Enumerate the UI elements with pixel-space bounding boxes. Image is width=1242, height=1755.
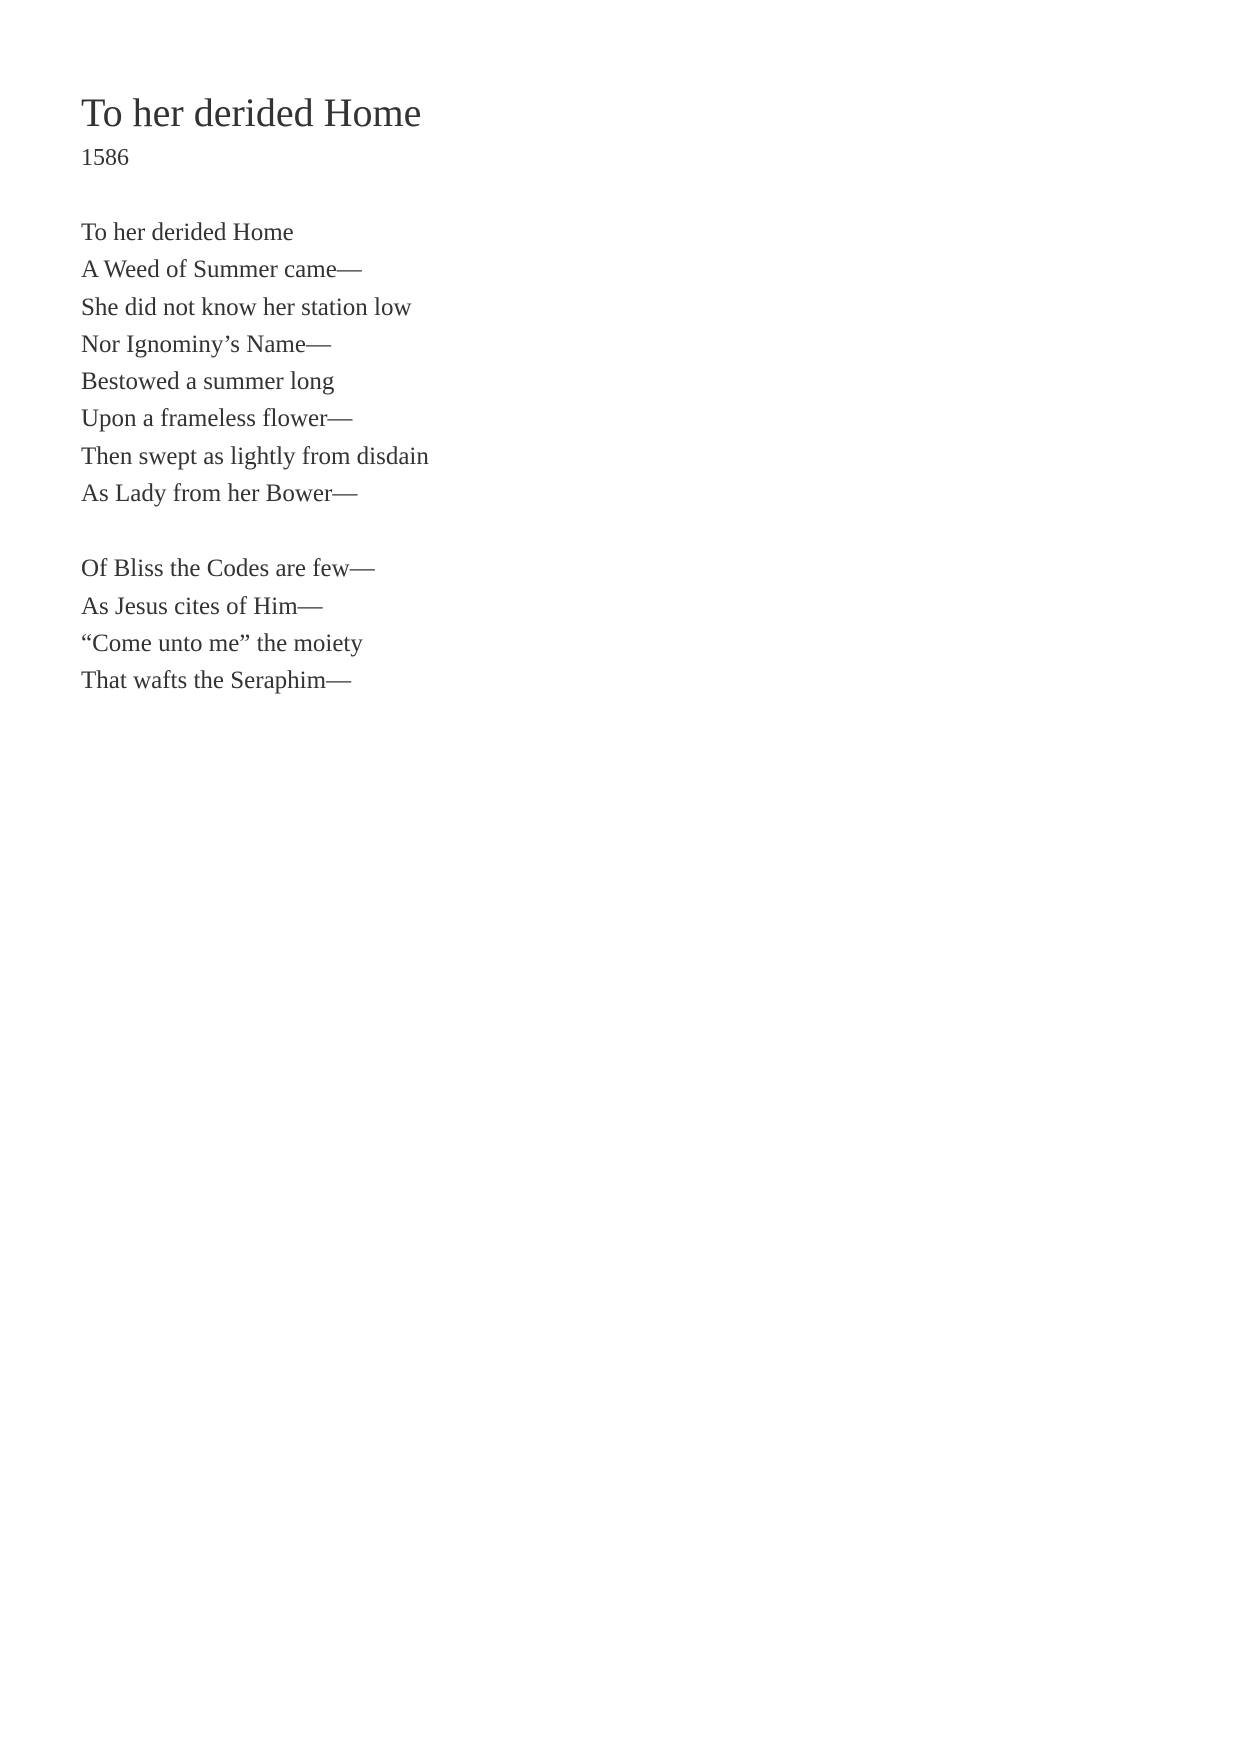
stanza-2 (81, 550, 1161, 699)
stanza-1 (81, 214, 1161, 512)
poem-line: Upon a frameless flower— (81, 405, 353, 433)
poem-body (81, 214, 1161, 700)
poem-line: As Lady from her Bower— (81, 480, 358, 508)
poem-line: Of Bliss the Codes are few— (81, 555, 375, 583)
poem-line: A Weed of Summer came— (81, 256, 362, 284)
poem-line: As Jesus cites of Him— (81, 592, 323, 620)
poem-line: Then swept as lightly from disdain (81, 442, 429, 470)
poem-title: To her derided Home (81, 90, 422, 135)
poem-number: 1586 (81, 145, 129, 171)
poem-line: That wafts the Seraphim— (81, 667, 352, 695)
poem-line: “Come unto me” the moiety (81, 629, 363, 657)
document-page (81, 88, 1161, 738)
poem-line: Bestowed a summer long (81, 368, 335, 396)
poem-line: She did not know her station low (81, 293, 412, 321)
poem-line: Nor Ignominy’s Name— (81, 330, 331, 358)
poem-line: To her derided Home (81, 219, 294, 246)
